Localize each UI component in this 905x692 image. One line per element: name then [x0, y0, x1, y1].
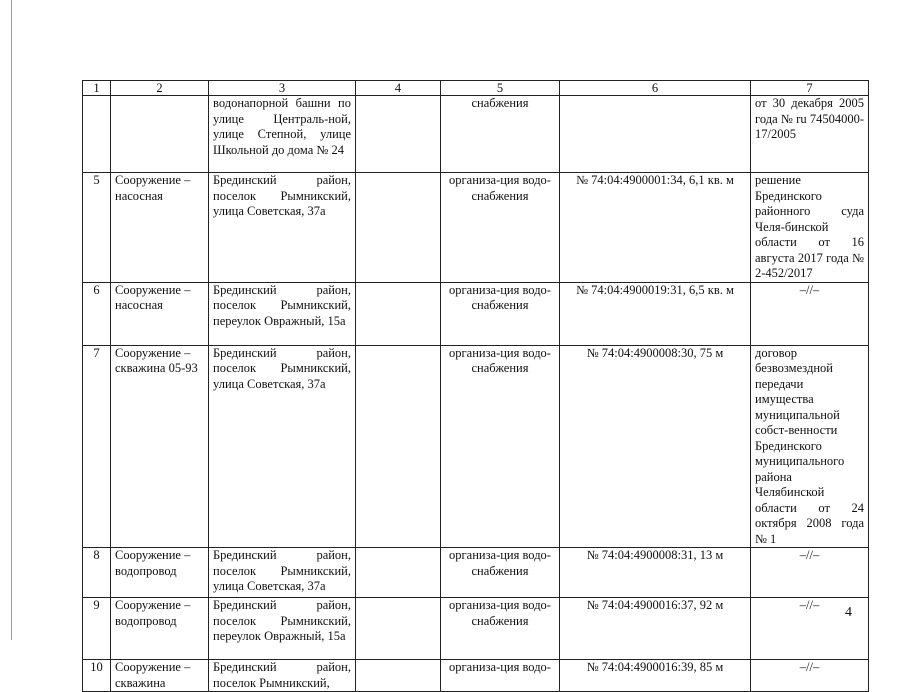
table-row	[83, 345, 869, 548]
holder-organization: организа-ция водо-снабжения	[441, 173, 560, 283]
empty-cell	[356, 660, 441, 692]
row-number: 6	[83, 282, 111, 345]
cadastral-number: № 74:04:4900016:37, 92 м	[560, 598, 751, 660]
cadastral-number: № 74:04:4900001:34, 6,1 кв. м	[560, 173, 751, 283]
object-address: Брединский район, поселок Рымникский, улица Советская, 37а	[209, 173, 356, 283]
legal-basis: –//–	[751, 282, 869, 345]
legal-basis: –//–	[751, 548, 869, 598]
holder-organization: организа-ция водо-снабжения	[441, 548, 560, 598]
property-register-table	[82, 80, 869, 692]
legal-basis: решение Брединского районного суда Челя-бинской области от 16 августа 2017 года № 2-452/2017	[751, 173, 869, 283]
column-header-6: 6	[560, 81, 751, 96]
object-address: Брединский район, поселок Рымникский, переулок Овражный, 15а	[209, 598, 356, 660]
object-address: Брединский район, поселок Рымникский, переулок Овражный, 15а	[209, 282, 356, 345]
empty-cell	[356, 173, 441, 283]
empty-cell	[356, 598, 441, 660]
column-header-1: 1	[83, 81, 111, 96]
table-row	[83, 660, 869, 692]
empty-cell	[356, 548, 441, 598]
cadastral-number	[560, 96, 751, 173]
cadastral-number: № 74:04:4900008:31, 13 м	[560, 548, 751, 598]
page-number: 4	[845, 605, 852, 620]
object-name: Сооружение – скважина	[111, 660, 209, 692]
cadastral-number: № 74:04:4900016:39, 85 м	[560, 660, 751, 692]
table-row	[83, 173, 869, 283]
row-number: 7	[83, 345, 111, 548]
object-address: Брединский район, поселок Рымникский,	[209, 660, 356, 692]
header-row	[83, 81, 869, 96]
object-name	[111, 96, 209, 173]
object-name: Сооружение – водопровод	[111, 598, 209, 660]
column-header-2: 2	[111, 81, 209, 96]
holder-organization: организа-ция водо-снабжения	[441, 345, 560, 548]
column-header-4: 4	[356, 81, 441, 96]
table-row	[83, 548, 869, 598]
object-address: Брединский район, поселок Рымникский, улица Советская, 37а	[209, 548, 356, 598]
column-header-3: 3	[209, 81, 356, 96]
row-number: 9	[83, 598, 111, 660]
holder-organization: организа-ция водо-снабжения	[441, 598, 560, 660]
cadastral-number: № 74:04:4900019:31, 6,5 кв. м	[560, 282, 751, 345]
object-name: Сооружение – водопровод	[111, 548, 209, 598]
holder-organization: организа-ция водо-	[441, 660, 560, 692]
legal-basis: –//–	[751, 660, 869, 692]
empty-cell	[356, 96, 441, 173]
table-row	[83, 96, 869, 173]
legal-basis: –//–	[751, 598, 869, 660]
object-address: Брединский район, поселок Рымникский, улица Советская, 37а	[209, 345, 356, 548]
table-row	[83, 598, 869, 660]
legal-basis: от 30 декабря 2005 года № ru 74504000-17/2005	[751, 96, 869, 173]
holder-organization: организа-ция водо-снабжения	[441, 282, 560, 345]
table-row	[83, 282, 869, 345]
row-number	[83, 96, 111, 173]
object-address: водонапорной башни по улице Централь-ной, улице Степной, улице Школьной до дома № 24	[209, 96, 356, 173]
row-number: 10	[83, 660, 111, 692]
column-header-5: 5	[441, 81, 560, 96]
legal-basis: договор безвозмездной передачи имущества муниципальной собст-венности Брединского муниципального района Челябинской области от 24 октября 2008 года № 1	[751, 345, 869, 548]
empty-cell	[356, 345, 441, 548]
empty-cell	[356, 282, 441, 345]
object-name: Сооружение – насосная	[111, 173, 209, 283]
scan-edge-line	[11, 0, 12, 640]
object-name: Сооружение – скважина 05-93	[111, 345, 209, 548]
object-name: Сооружение – насосная	[111, 282, 209, 345]
row-number: 5	[83, 173, 111, 283]
holder-organization: снабжения	[441, 96, 560, 173]
cadastral-number: № 74:04:4900008:30, 75 м	[560, 345, 751, 548]
column-header-7: 7	[751, 81, 869, 96]
row-number: 8	[83, 548, 111, 598]
